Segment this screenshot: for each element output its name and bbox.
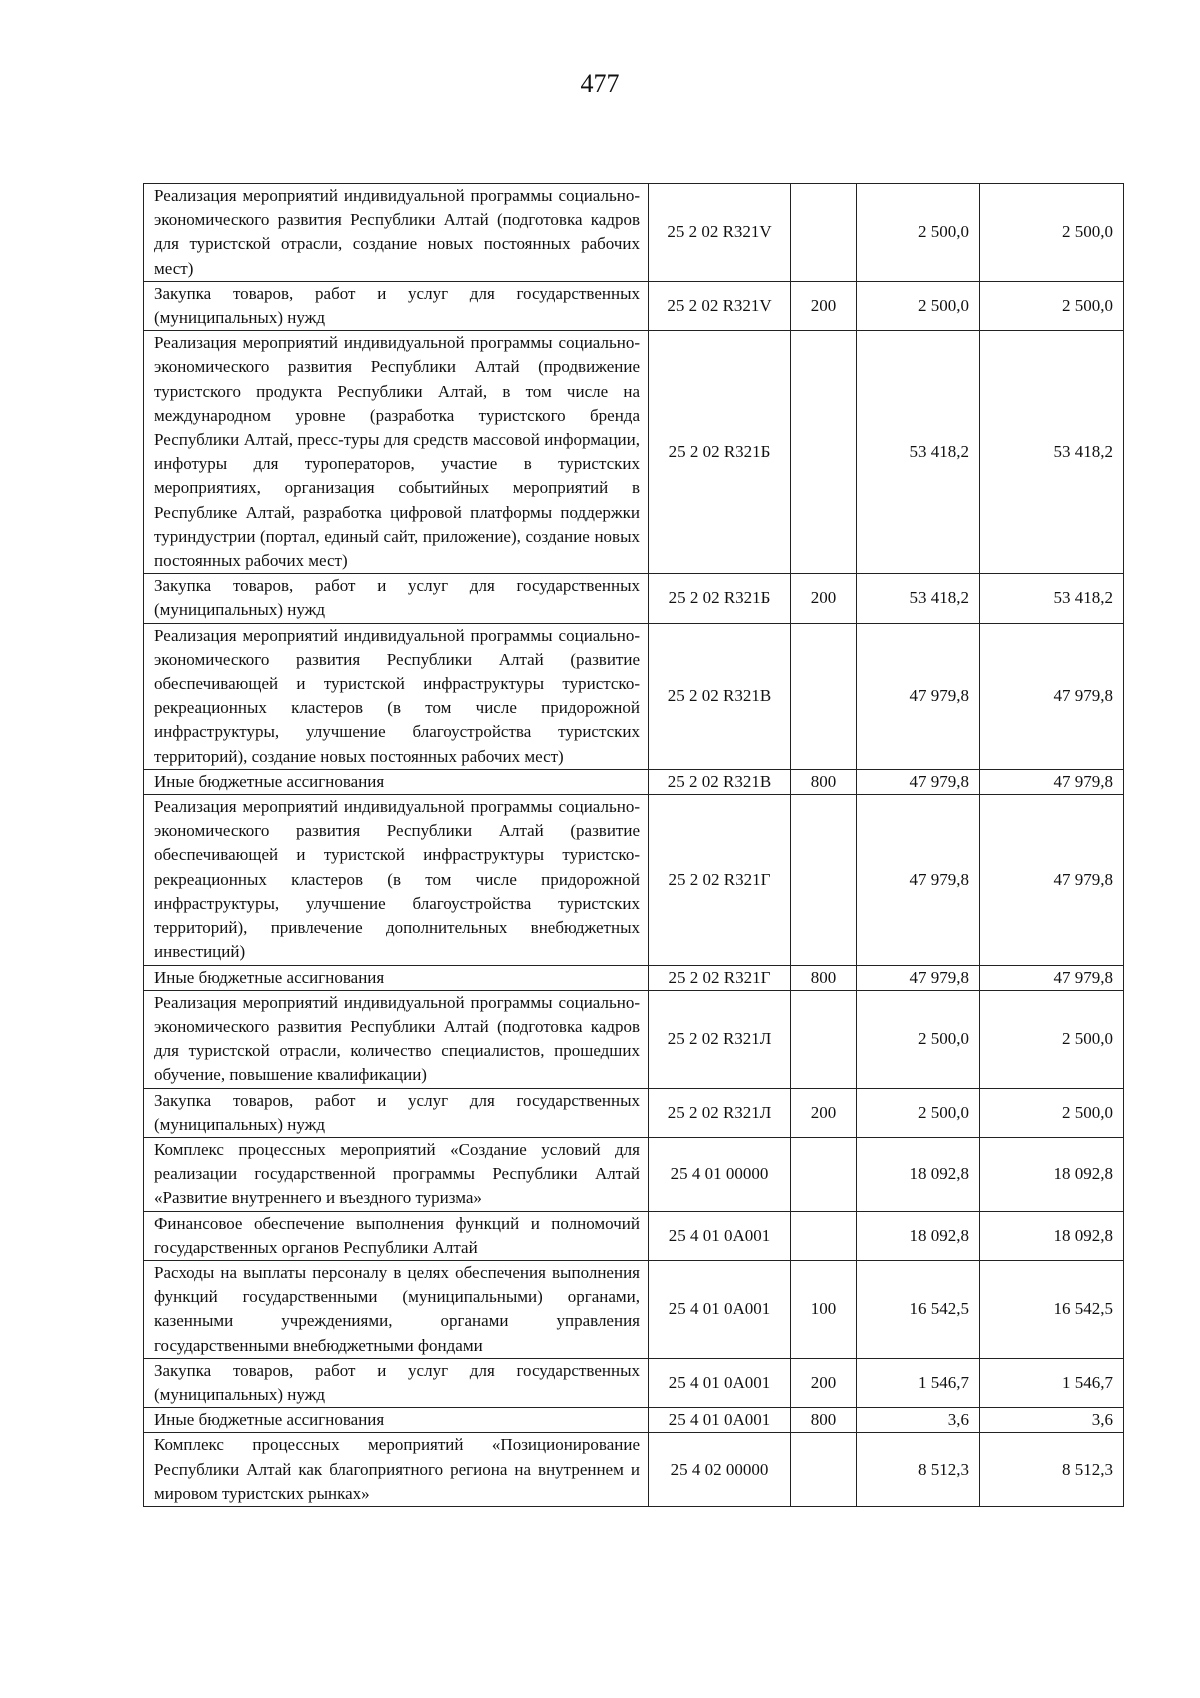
row-expense-type	[791, 184, 857, 282]
table-row	[144, 1408, 1124, 1433]
row-name: Иные бюджетные ассигнования	[144, 769, 649, 794]
row-amount-1: 47 979,8	[857, 795, 980, 965]
row-target-article: 25 4 01 0А001	[649, 1358, 791, 1407]
row-expense-type: 200	[791, 1088, 857, 1137]
row-name: Комплекс процессных мероприятий «Создание условий для реализации государственной программы Республики Алтай «Развитие внутреннего и въездного туризма»	[144, 1137, 649, 1211]
page-number: 477	[580, 69, 620, 98]
row-amount-1: 8 512,3	[857, 1433, 980, 1507]
row-amount-1: 18 092,8	[857, 1137, 980, 1211]
table-row	[144, 795, 1124, 965]
table-row	[144, 331, 1124, 574]
row-name: Реализация мероприятий индивидуальной программы социально-экономического развития Республики Алтай (развитие обеспечивающей и туристской инфраструктуры туристско-рекреационных кластеров (в том числе придорожной инфраструктуры, улучшение благоустройства туристских территорий), создание новых постоянных рабочих мест)	[144, 623, 649, 769]
table-row	[144, 281, 1124, 330]
row-expense-type: 800	[791, 1408, 857, 1433]
row-amount-1: 47 979,8	[857, 769, 980, 794]
row-amount-2: 2 500,0	[980, 990, 1124, 1088]
row-expense-type	[791, 1137, 857, 1211]
row-expense-type: 100	[791, 1260, 857, 1358]
table-row	[144, 184, 1124, 282]
row-expense-type: 800	[791, 769, 857, 794]
row-amount-2: 53 418,2	[980, 331, 1124, 574]
table-row	[144, 1358, 1124, 1407]
row-target-article: 25 2 02 R321V	[649, 281, 791, 330]
table-row	[144, 1433, 1124, 1507]
row-target-article: 25 2 02 R321Л	[649, 1088, 791, 1137]
row-name: Закупка товаров, работ и услуг для государственных (муниципальных) нужд	[144, 574, 649, 623]
row-amount-2: 2 500,0	[980, 184, 1124, 282]
row-amount-1: 2 500,0	[857, 990, 980, 1088]
table-row	[144, 1260, 1124, 1358]
row-amount-2: 16 542,5	[980, 1260, 1124, 1358]
row-amount-2: 47 979,8	[980, 623, 1124, 769]
row-name: Реализация мероприятий индивидуальной программы социально-экономического развития Республики Алтай (подготовка кадров для туристской отрасли, количество специалистов, прошедших обучение, повышение квалификации)	[144, 990, 649, 1088]
row-amount-2: 8 512,3	[980, 1433, 1124, 1507]
row-target-article: 25 2 02 R321Г	[649, 795, 791, 965]
row-amount-2: 1 546,7	[980, 1358, 1124, 1407]
row-target-article: 25 2 02 R321Б	[649, 574, 791, 623]
row-name: Реализация мероприятий индивидуальной программы социально-экономического развития Республики Алтай (развитие обеспечивающей и туристской инфраструктуры туристско-рекреационных кластеров (в том числе придорожной инфраструктуры, улучшение благоустройства туристских территорий), привлечение дополнительных внебюджетных инвестиций)	[144, 795, 649, 965]
table-row	[144, 1088, 1124, 1137]
row-target-article: 25 2 02 R321Б	[649, 331, 791, 574]
table-row	[144, 965, 1124, 990]
row-expense-type	[791, 1433, 857, 1507]
row-amount-1: 1 546,7	[857, 1358, 980, 1407]
row-expense-type	[791, 1211, 857, 1260]
row-expense-type	[791, 331, 857, 574]
row-name: Закупка товаров, работ и услуг для государственных (муниципальных) нужд	[144, 281, 649, 330]
row-name: Иные бюджетные ассигнования	[144, 1408, 649, 1433]
row-name: Реализация мероприятий индивидуальной программы социально-экономического развития Республики Алтай (продвижение туристского продукта Республики Алтай, в том числе на международном уровне (разработка туристского бренда Республики Алтай, пресс-туры для средств массовой информации, инфотуры для туроператоров, участие в туристских мероприятиях, организация событийных мероприятий в Республике Алтай, разработка цифровой платформы поддержки туриндустрии (портал, единый сайт, приложение), создание новых постоянных рабочих мест)	[144, 331, 649, 574]
row-expense-type	[791, 795, 857, 965]
row-amount-1: 53 418,2	[857, 331, 980, 574]
row-expense-type: 200	[791, 574, 857, 623]
row-amount-1: 47 979,8	[857, 965, 980, 990]
table-row	[144, 574, 1124, 623]
row-amount-2: 47 979,8	[980, 769, 1124, 794]
row-amount-1: 53 418,2	[857, 574, 980, 623]
row-expense-type	[791, 623, 857, 769]
row-amount-1: 47 979,8	[857, 623, 980, 769]
row-target-article: 25 4 01 0А001	[649, 1408, 791, 1433]
row-name: Расходы на выплаты персоналу в целях обеспечения выполнения функций государственными (муниципальными) органами, казенными учреждениями, органами управления государственными внебюджетными фондами	[144, 1260, 649, 1358]
row-target-article: 25 2 02 R321В	[649, 623, 791, 769]
budget-table	[143, 183, 1124, 1507]
row-amount-2: 53 418,2	[980, 574, 1124, 623]
row-target-article: 25 2 02 R321В	[649, 769, 791, 794]
table-row	[144, 1137, 1124, 1211]
row-amount-2: 2 500,0	[980, 281, 1124, 330]
row-target-article: 25 4 01 0А001	[649, 1211, 791, 1260]
row-target-article: 25 2 02 R321V	[649, 184, 791, 282]
row-amount-2: 18 092,8	[980, 1137, 1124, 1211]
row-amount-2: 47 979,8	[980, 795, 1124, 965]
row-target-article: 25 2 02 R321Г	[649, 965, 791, 990]
table-row	[144, 1211, 1124, 1260]
row-target-article: 25 4 02 00000	[649, 1433, 791, 1507]
row-target-article: 25 4 01 0А001	[649, 1260, 791, 1358]
row-amount-1: 2 500,0	[857, 184, 980, 282]
row-name: Закупка товаров, работ и услуг для государственных (муниципальных) нужд	[144, 1088, 649, 1137]
row-expense-type: 800	[791, 965, 857, 990]
row-name: Финансовое обеспечение выполнения функций и полномочий государственных органов Республики Алтай	[144, 1211, 649, 1260]
row-expense-type: 200	[791, 1358, 857, 1407]
row-target-article: 25 2 02 R321Л	[649, 990, 791, 1088]
table-row	[144, 990, 1124, 1088]
row-amount-2: 18 092,8	[980, 1211, 1124, 1260]
row-name: Закупка товаров, работ и услуг для государственных (муниципальных) нужд	[144, 1358, 649, 1407]
row-amount-1: 18 092,8	[857, 1211, 980, 1260]
row-name: Комплекс процессных мероприятий «Позиционирование Республики Алтай как благоприятного региона на внутреннем и мировом туристских рынках»	[144, 1433, 649, 1507]
row-amount-1: 2 500,0	[857, 281, 980, 330]
row-amount-2: 2 500,0	[980, 1088, 1124, 1137]
row-expense-type	[791, 990, 857, 1088]
table-row	[144, 769, 1124, 794]
row-amount-2: 47 979,8	[980, 965, 1124, 990]
row-name: Реализация мероприятий индивидуальной программы социально-экономического развития Республики Алтай (подготовка кадров для туристской отрасли, создание новых постоянных рабочих мест)	[144, 184, 649, 282]
row-expense-type: 200	[791, 281, 857, 330]
row-target-article: 25 4 01 00000	[649, 1137, 791, 1211]
row-amount-2: 3,6	[980, 1408, 1124, 1433]
row-amount-1: 2 500,0	[857, 1088, 980, 1137]
row-name: Иные бюджетные ассигнования	[144, 965, 649, 990]
row-amount-1: 3,6	[857, 1408, 980, 1433]
row-amount-1: 16 542,5	[857, 1260, 980, 1358]
table-row	[144, 623, 1124, 769]
